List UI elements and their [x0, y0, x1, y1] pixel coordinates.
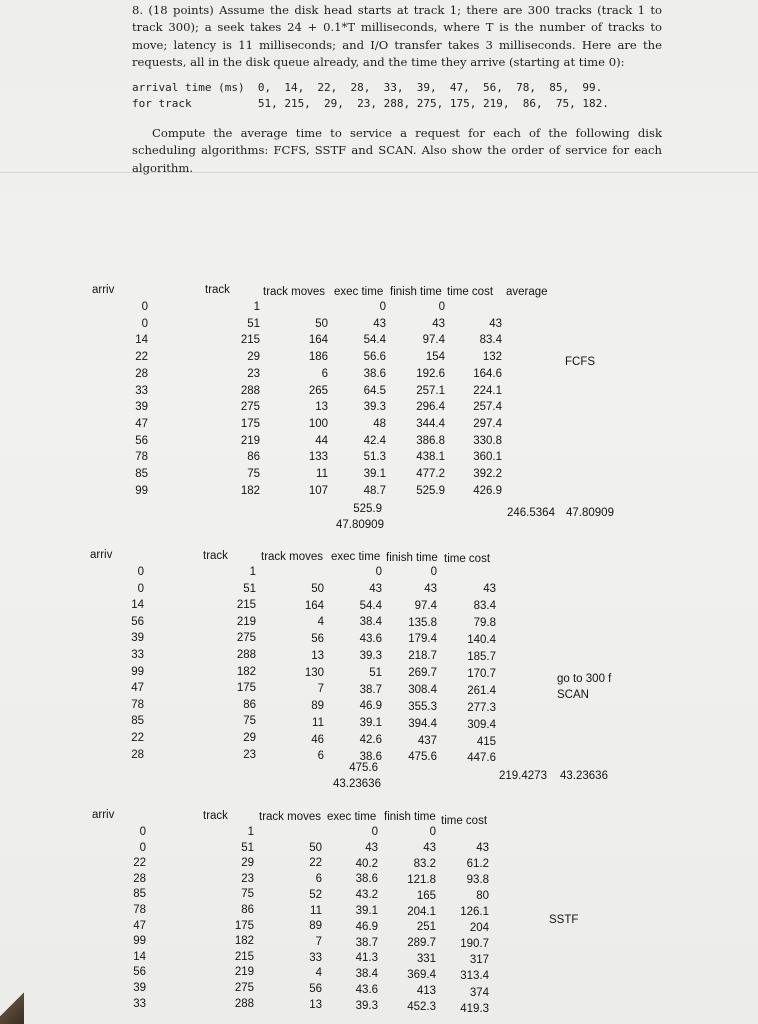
fcfs-header-track: track [205, 284, 230, 296]
arrival-times: arrival time (ms) 0, 14, 22, 28, 33, 39, 47, 56, 78, 85, 99. [132, 81, 603, 94]
fcfs-cell: 6 [321, 367, 328, 380]
fcfs-average: 47.80909 [566, 507, 614, 519]
scan-cell: 43 [424, 582, 437, 595]
sstf-cell: 204.1 [407, 905, 436, 918]
scan-cell: 97.4 [414, 599, 437, 612]
sstf-cell: 28 [133, 872, 146, 885]
fcfs-cell: 192.6 [416, 367, 445, 380]
fcfs-cell: 43 [373, 317, 386, 330]
scan-average: 43.23636 [560, 770, 608, 782]
scan-cell: 50 [311, 582, 324, 595]
scan-cell: 23 [243, 748, 256, 761]
sstf-cell: 29 [241, 857, 254, 870]
fcfs-cell: 14 [135, 334, 148, 347]
compute-instruction: Compute the average time to service a request for each of the following disk scheduling algorithms: FCFS, SSTF and SCAN. Also show the order of service for each algorithm. [132, 126, 662, 175]
sstf-cell: 0 [429, 826, 436, 838]
sstf-cell: 413 [416, 985, 436, 997]
sstf-cell: 38.4 [355, 968, 378, 981]
fcfs-cell: 1 [253, 301, 260, 313]
fcfs-cell: 13 [315, 401, 328, 414]
sstf-header-arriv: arriv [92, 809, 115, 821]
fcfs-cell: 344.4 [416, 417, 445, 430]
sstf-header-time-cost: time cost [441, 815, 488, 827]
scan-cell: 140.4 [467, 633, 496, 646]
sstf-cell: 14 [133, 950, 146, 963]
fcfs-cell: 99 [135, 484, 148, 497]
fcfs-cell: 47 [135, 417, 148, 430]
sstf-cell: 39 [133, 982, 146, 994]
fcfs-cell: 257.1 [416, 384, 445, 397]
scan-cell: 182 [236, 665, 256, 678]
fcfs-total-average: 47.80909 [336, 519, 384, 531]
scan-cell: 56 [131, 615, 144, 628]
fcfs-cell: 330.8 [473, 434, 502, 447]
sstf-cell: 39.1 [355, 905, 378, 917]
sstf-cell: 126.1 [460, 906, 489, 919]
scan-cell: 28 [131, 748, 144, 761]
sstf-cell: 46.9 [355, 920, 378, 933]
scan-cell: 0 [375, 566, 382, 578]
scan-cell: 46.9 [359, 700, 382, 713]
sstf-cell: 85 [133, 888, 146, 901]
sstf-cell: 374 [469, 986, 489, 999]
fcfs-sum-cost: 246.5364 [507, 507, 555, 519]
sstf-cell: 313.4 [460, 970, 489, 983]
table-edge-shadow [0, 984, 24, 1024]
sstf-cell: 61.2 [466, 858, 489, 871]
fcfs-cell: 39.1 [363, 468, 386, 480]
sstf-cell: 1 [247, 826, 254, 838]
sstf-cell: 47 [133, 919, 146, 932]
sstf-cell: 22 [133, 857, 146, 870]
fcfs-cell: 44 [315, 434, 328, 447]
scan-header-time-cost: time cost [444, 553, 491, 565]
fcfs-cell: 51 [247, 317, 260, 330]
track-requests: for track 51, 215, 29, 23, 288, 275, 175, 219, 86, 75, 182. [132, 97, 609, 110]
fcfs-cell: 51.3 [363, 451, 386, 464]
scan-cell: 447.6 [467, 752, 496, 765]
fcfs-cell: 56 [135, 434, 148, 447]
scan-cell: 415 [476, 735, 496, 748]
fcfs-cell: 133 [308, 451, 328, 464]
scan-cell: 86 [243, 698, 256, 711]
sstf-cell: 52 [309, 888, 322, 901]
fcfs-cell: 64.5 [363, 384, 386, 397]
fcfs-cell: 175 [240, 417, 260, 430]
sstf-cell: 50 [309, 841, 322, 854]
sstf-cell: 83.2 [413, 857, 436, 870]
fcfs-cell: 0 [141, 317, 148, 330]
scan-cell: 39.3 [359, 650, 382, 662]
scan-header-exec-time: exec time [331, 551, 381, 563]
scan-cell: 51 [369, 666, 382, 679]
scan-cell: 38.6 [359, 750, 382, 763]
fcfs-cell: 42.4 [363, 434, 386, 447]
fcfs-cell: 224.1 [473, 384, 502, 397]
fcfs-header-average: average [506, 286, 548, 298]
sstf-cell: 93.8 [466, 874, 489, 887]
fcfs-cell: 43 [489, 317, 502, 330]
sstf-cell: 7 [315, 936, 322, 949]
fcfs-cell: 38.6 [363, 367, 386, 380]
scan-cell: 4 [317, 616, 324, 629]
scan-cell: 219 [236, 615, 256, 628]
scan-cell: 29 [243, 732, 256, 744]
fcfs-cell: 86 [247, 451, 260, 464]
fcfs-cell: 525.9 [416, 484, 445, 497]
scan-total-time: 475.6 [349, 762, 378, 774]
sstf-cell: 40.2 [355, 857, 378, 870]
fcfs-cell: 154 [425, 351, 445, 364]
fcfs-cell: 438.1 [416, 451, 445, 464]
sstf-cell: 6 [315, 873, 322, 886]
scan-cell: 39 [131, 632, 144, 645]
sstf-cell: 121.8 [407, 873, 436, 886]
sstf-cell: 75 [241, 888, 254, 901]
sstf-cell: 99 [133, 935, 146, 948]
sstf-cell: 56 [133, 966, 146, 979]
fcfs-cell: 107 [308, 484, 328, 497]
sstf-cell: 78 [133, 904, 146, 916]
fcfs-header-finish-time: finish time [390, 286, 442, 298]
sstf-cell: 43.6 [355, 984, 378, 996]
fcfs-cell: 29 [247, 351, 260, 364]
scan-cell: 437 [417, 734, 437, 747]
fcfs-cell: 164 [308, 334, 328, 347]
scan-cell: 51 [243, 582, 256, 595]
sstf-cell: 86 [241, 904, 254, 916]
fcfs-cell: 275 [240, 401, 260, 414]
scan-cell: 6 [317, 750, 324, 763]
sstf-cell: 51 [241, 841, 254, 854]
sstf-cell: 190.7 [460, 938, 489, 951]
scan-cell: 288 [236, 649, 256, 661]
scan-cell: 355.3 [408, 700, 437, 713]
sstf-cell: 41.3 [355, 952, 378, 965]
scan-cell: 135.8 [408, 616, 437, 629]
fcfs-cell: 75 [247, 468, 260, 480]
sstf-cell: 33 [309, 951, 322, 964]
sstf-cell: 43 [476, 842, 489, 855]
sstf-cell: 215 [234, 950, 254, 963]
scan-cell: 46 [311, 733, 324, 746]
scan-label: SCAN [557, 689, 589, 701]
fcfs-cell: 97.4 [422, 334, 445, 347]
scan-cell: 43 [483, 582, 496, 595]
sstf-cell: 0 [139, 841, 146, 854]
fcfs-cell: 78 [135, 451, 148, 464]
fcfs-header-exec-time: exec time [334, 286, 384, 298]
scan-cell: 42.6 [359, 734, 382, 746]
scan-cell: 7 [317, 683, 324, 696]
scan-cell: 13 [311, 649, 324, 662]
fcfs-cell: 22 [135, 351, 148, 364]
scan-cell: 394.4 [408, 717, 437, 730]
scan-cell: 85 [131, 715, 144, 728]
sstf-cell: 165 [416, 889, 436, 902]
scan-cell: 33 [131, 649, 144, 661]
scan-cell: 0 [137, 566, 144, 578]
sstf-cell: 43 [423, 841, 436, 854]
scan-cell: 130 [304, 666, 324, 679]
fcfs-cell: 56.6 [363, 351, 386, 364]
scan-header-track-moves: track moves [261, 551, 323, 563]
scan-cell: 179.4 [408, 633, 437, 646]
sstf-cell: 251 [416, 921, 436, 934]
scan-cell: 170.7 [467, 667, 496, 680]
fcfs-cell: 265 [308, 384, 328, 397]
sstf-cell: 38.6 [355, 873, 378, 886]
fcfs-cell: 85 [135, 468, 148, 480]
sstf-cell: 317 [469, 954, 489, 967]
scan-sum-cost: 219.4273 [499, 770, 547, 782]
scan-cell: 83.4 [473, 599, 496, 612]
fcfs-cell: 360.1 [473, 451, 502, 464]
sstf-header-exec-time: exec time [327, 811, 377, 823]
fcfs-cell: 11 [316, 468, 328, 480]
sstf-cell: 419.3 [460, 1002, 489, 1015]
fcfs-cell: 186 [308, 351, 328, 364]
fcfs-cell: 386.8 [416, 434, 445, 447]
scan-cell: 309.4 [467, 718, 496, 731]
sstf-cell: 288 [234, 997, 254, 1010]
fcfs-cell: 48 [373, 417, 386, 430]
scan-cell: 475.6 [408, 751, 437, 764]
fcfs-cell: 83.4 [479, 334, 502, 347]
scan-cell: 277.3 [467, 701, 496, 714]
problem-statement: 8. (18 points) Assume the disk head starts at track 1; there are 300 tracks (track 1 to track 300); a seek takes 24 + 0.1*T milliseconds, where T is the number of tracks to move; latency is 11 milliseconds; and I/O transfer takes 3 milliseconds. Here are the requests, all in the disk queue already, and the time they arrive (starting at time 0): [132, 3, 662, 69]
scan-cell: 38.4 [359, 616, 382, 629]
fcfs-cell: 39.3 [363, 401, 386, 414]
fcfs-cell: 28 [135, 367, 148, 380]
scan-total-average: 43.23636 [333, 778, 381, 790]
sstf-cell: 23 [241, 872, 254, 885]
sstf-cell: 175 [234, 919, 254, 932]
fcfs-cell: 296.4 [416, 401, 445, 414]
fcfs-cell: 33 [135, 384, 148, 397]
scan-cell: 14 [131, 599, 144, 612]
scan-cell: 75 [243, 715, 256, 728]
sstf-cell: 38.7 [355, 936, 378, 949]
fcfs-cell: 0 [379, 301, 386, 313]
sstf-cell: 13 [309, 998, 322, 1011]
fcfs-cell: 219 [240, 434, 260, 447]
sstf-label: SSTF [549, 914, 579, 926]
sstf-cell: 369.4 [407, 969, 436, 982]
sstf-header-finish-time: finish time [384, 811, 436, 823]
scan-cell: 78 [131, 698, 144, 711]
scan-cell: 215 [236, 599, 256, 612]
sstf-cell: 11 [310, 904, 322, 917]
fcfs-cell: 50 [315, 317, 328, 330]
fcfs-cell: 215 [240, 334, 260, 347]
fcfs-cell: 297.4 [473, 417, 502, 430]
sstf-cell: 204 [469, 922, 489, 935]
scan-cell: 11 [312, 716, 324, 729]
sstf-cell: 275 [234, 982, 254, 994]
scan-cell: 54.4 [359, 599, 382, 612]
sstf-cell: 289.7 [407, 937, 436, 950]
scan-cell: 269.7 [408, 667, 437, 680]
fcfs-cell: 39 [135, 401, 148, 414]
scan-cell: 47 [131, 682, 144, 695]
fcfs-cell: 0 [141, 301, 148, 313]
sstf-cell: 33 [133, 997, 146, 1010]
scan-header-arriv: arriv [90, 549, 113, 561]
scan-cell: 99 [131, 665, 144, 678]
scan-cell: 185.7 [467, 650, 496, 663]
fcfs-cell: 48.7 [363, 484, 386, 497]
sstf-cell: 452.3 [407, 1000, 436, 1013]
fcfs-cell: 0 [438, 301, 445, 313]
scan-cell: 38.7 [359, 683, 382, 696]
fcfs-header-track-moves: track moves [263, 286, 325, 298]
scan-cell: 164 [304, 599, 324, 612]
sstf-cell: 219 [234, 966, 254, 979]
scan-cell: 275 [236, 632, 256, 645]
fcfs-cell: 182 [240, 484, 260, 497]
scan-cell: 79.8 [473, 616, 496, 629]
fcfs-cell: 288 [240, 384, 260, 397]
sstf-cell: 80 [476, 890, 489, 903]
sstf-cell: 43.2 [355, 889, 378, 902]
scan-cell: 22 [131, 732, 144, 744]
sstf-cell: 89 [309, 920, 322, 933]
scan-cell: 261.4 [467, 684, 496, 697]
scan-cell: 0 [137, 582, 144, 595]
scan-note: go to 300 f [557, 673, 612, 685]
sstf-header-track: track [203, 810, 228, 822]
fcfs-header-arriv: arriv [92, 284, 115, 296]
sstf-cell: 43 [365, 841, 378, 854]
scan-cell: 43 [369, 582, 382, 595]
scan-cell: 89 [311, 700, 324, 712]
fcfs-total-time: 525.9 [353, 503, 382, 515]
scan-cell: 39.1 [359, 717, 382, 730]
scan-cell: 0 [430, 566, 437, 578]
scan-cell: 43.6 [359, 633, 382, 646]
scan-cell: 218.7 [408, 650, 437, 663]
scan-cell: 308.4 [408, 683, 437, 696]
sstf-cell: 56 [309, 983, 322, 996]
fcfs-cell: 257.4 [473, 401, 502, 414]
sstf-cell: 331 [416, 953, 436, 966]
fcfs-cell: 100 [308, 417, 328, 430]
fcfs-cell: 23 [247, 367, 260, 380]
scan-header-finish-time: finish time [386, 552, 438, 564]
fcfs-cell: 164.6 [473, 367, 502, 380]
fcfs-cell: 43 [432, 317, 445, 330]
fcfs-cell: 477.2 [416, 468, 445, 480]
scan-cell: 175 [236, 682, 256, 695]
fcfs-cell: 54.4 [363, 334, 386, 347]
sstf-cell: 22 [309, 857, 322, 870]
fcfs-header-time-cost: time cost [447, 286, 494, 298]
scan-header-track: track [203, 550, 228, 562]
fcfs-cell: 392.2 [473, 468, 502, 480]
sstf-header-track-moves: track moves [259, 811, 321, 823]
sstf-cell: 0 [139, 826, 146, 838]
sstf-cell: 39.3 [355, 999, 378, 1012]
scan-cell: 1 [249, 566, 256, 578]
sstf-cell: 0 [371, 826, 378, 838]
fcfs-label: FCFS [565, 356, 596, 368]
fcfs-cell: 426.9 [473, 484, 502, 497]
scan-cell: 56 [311, 633, 324, 645]
fcfs-cell: 132 [482, 351, 502, 364]
sstf-cell: 182 [234, 935, 254, 948]
sstf-cell: 4 [315, 967, 322, 980]
